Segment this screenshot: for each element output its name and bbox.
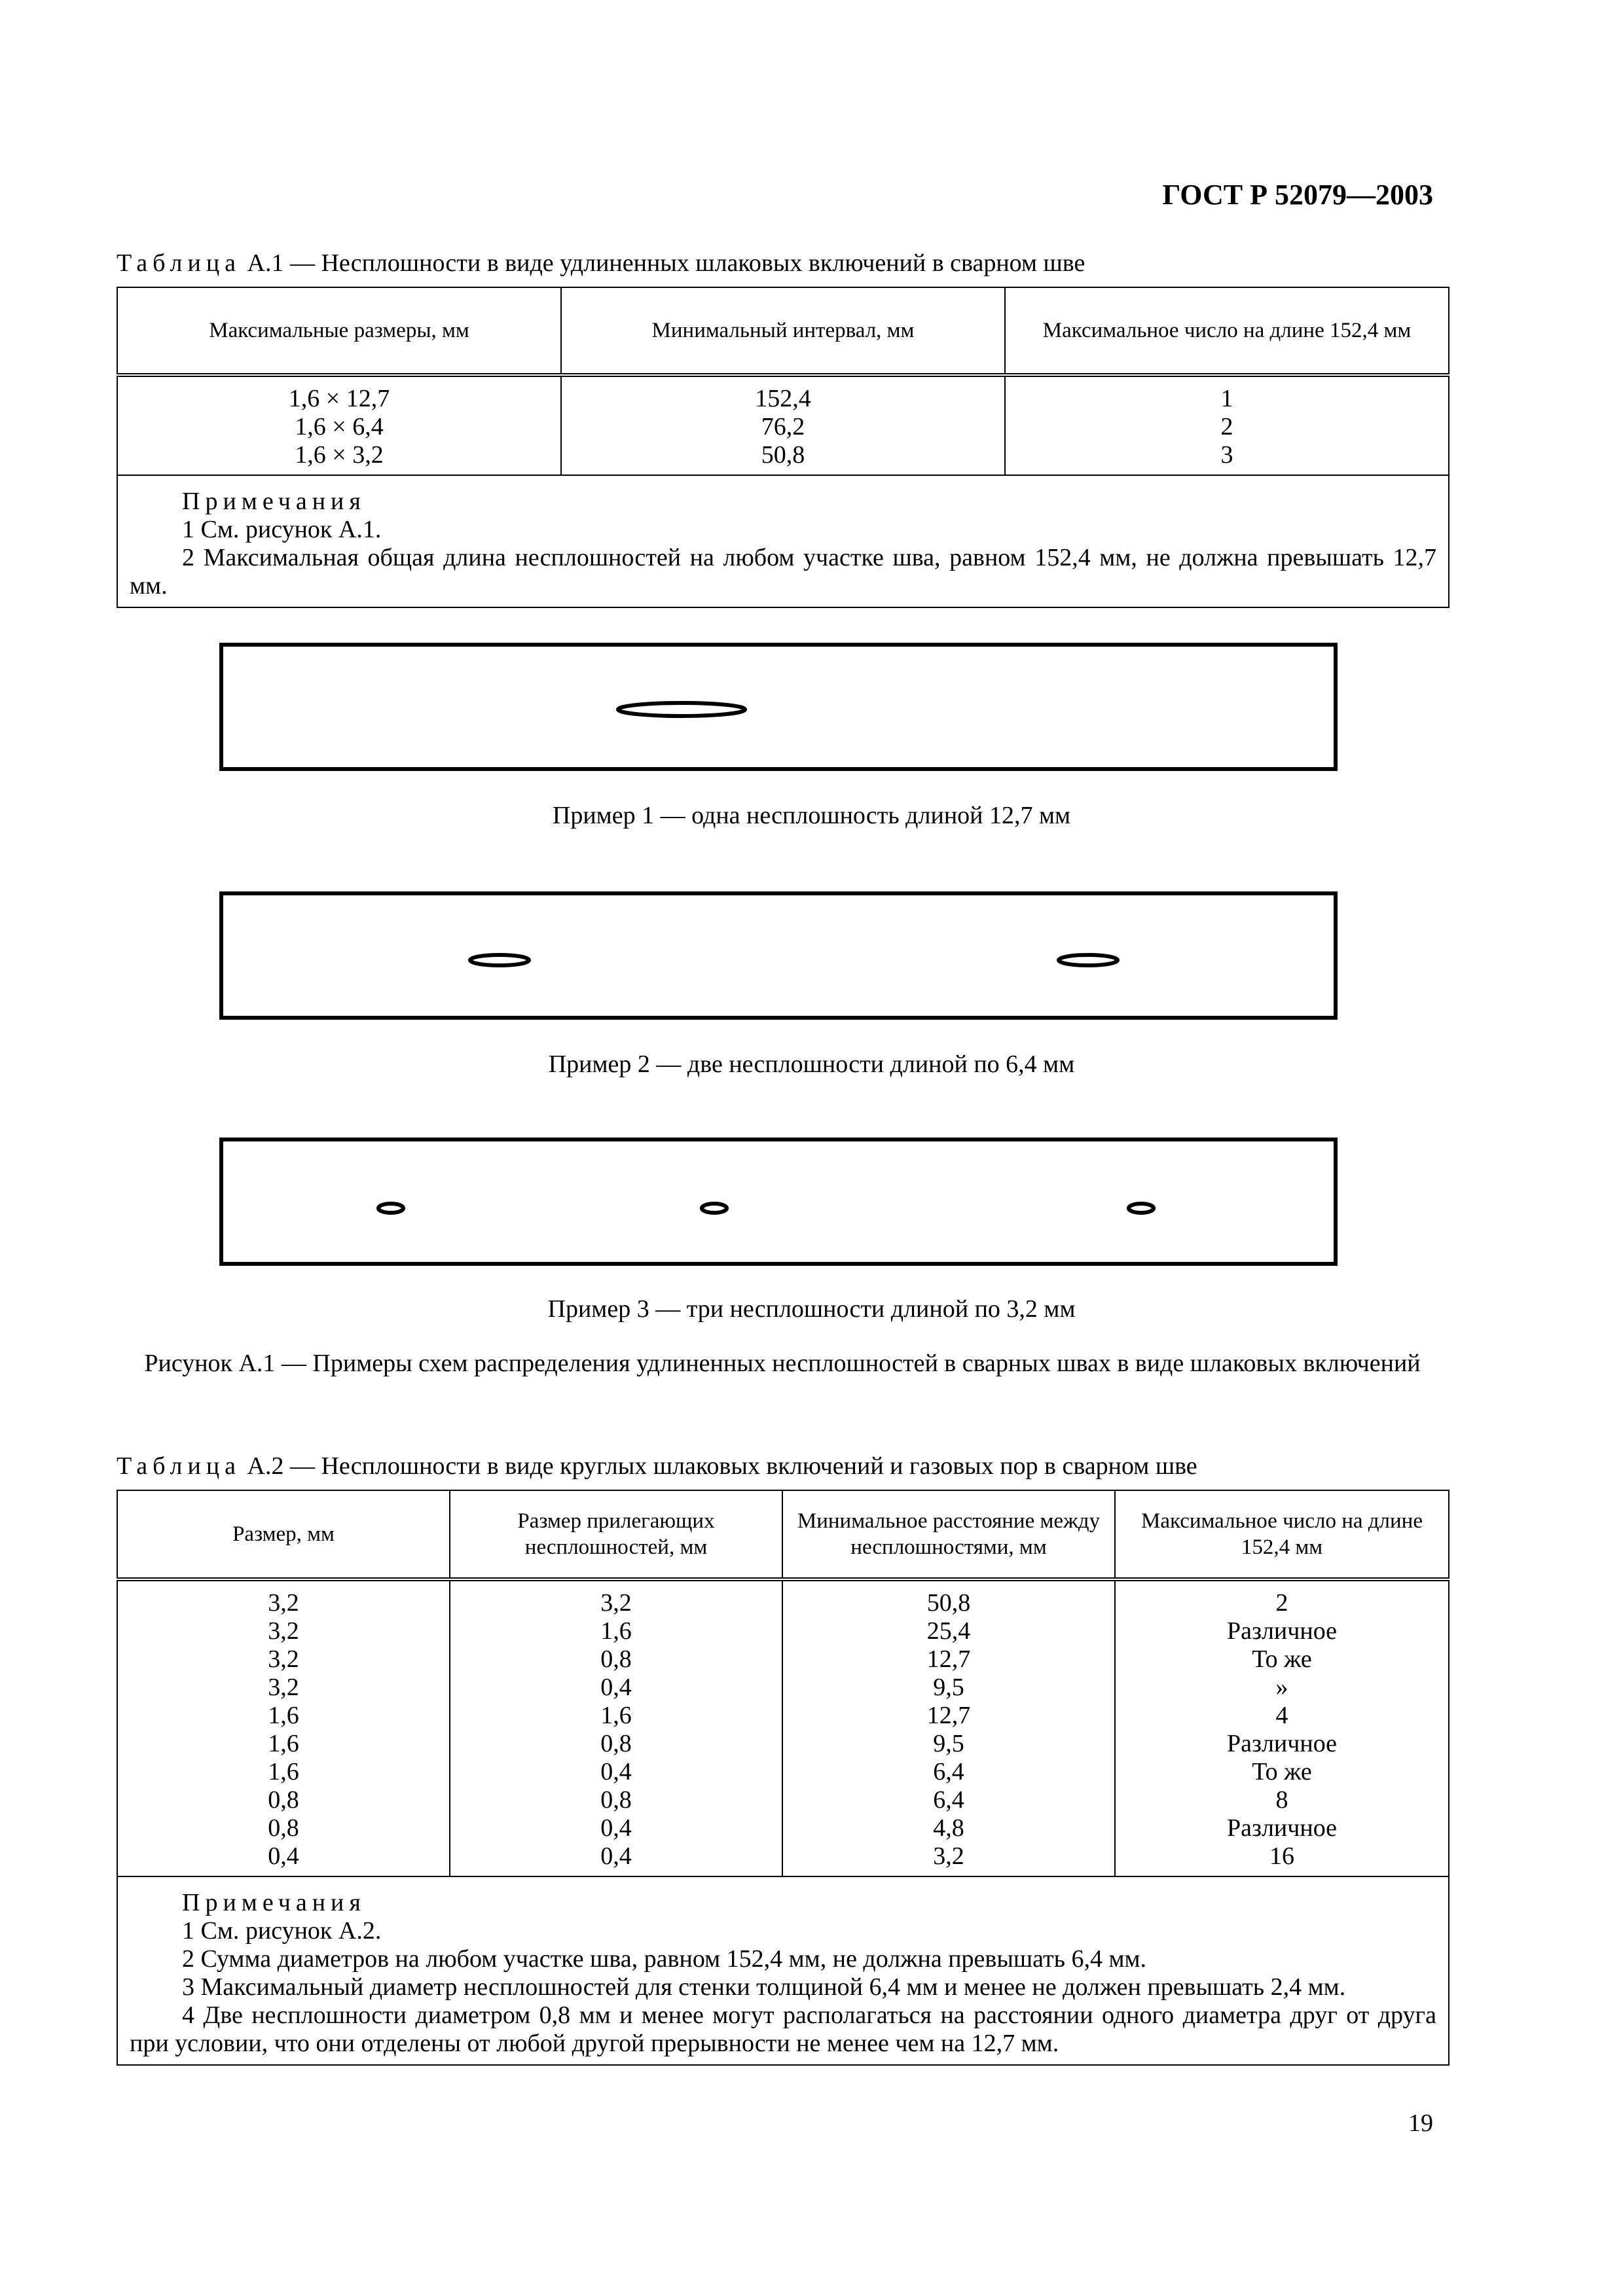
table-cell: 3 [1220, 441, 1233, 469]
table-cell: То же [1252, 1645, 1312, 1673]
table-a1-header-row [117, 287, 1449, 375]
figure-example-2 [219, 891, 1338, 1020]
table-a2-header-size: Размер, мм [117, 1490, 450, 1579]
table-a2-header-row [117, 1490, 1449, 1579]
table-cell: 3,2 [268, 1674, 299, 1701]
table-cell: 3,2 [268, 1617, 299, 1645]
table-cell: 1,6 [600, 1617, 632, 1645]
table-cell: То же [1252, 1758, 1312, 1785]
table-a1-notes-row [117, 475, 1449, 607]
table-cell: 25,4 [926, 1617, 971, 1645]
figure-example-2-caption: Пример 2 — две несплошности длиной по 6,4 мм [548, 1050, 1075, 1078]
table-a2-col-size [117, 1579, 450, 1876]
table-cell: 6,4 [933, 1786, 964, 1814]
table-cell: 76,2 [761, 413, 805, 440]
table-cell: 9,5 [933, 1730, 964, 1757]
table-cell: 1,6 [268, 1730, 299, 1757]
table-cell: 0,8 [600, 1786, 632, 1814]
figure-a1-title: Рисунок А.1 — Примеры схем распределения удлиненных несплошностей в сварных швах в виде шлаковых включений [144, 1350, 1421, 1377]
table-a2-caption-text: А.2 — Несплошности в виде круглых шлаковых включений и газовых пор в сварном шве [241, 1452, 1197, 1480]
table-a1-header-min-interval: Минимальный интервал, мм [561, 287, 1005, 375]
inclusion-ellipse [1129, 1204, 1154, 1213]
table-a2-caption-prefix: Таблица [117, 1452, 242, 1480]
table-cell: 1,6 × 12,7 [288, 385, 390, 412]
table-cell: 0,4 [268, 1842, 299, 1870]
note-item: 3 Максимальный диаметр несплошностей для стенки толщиной 6,4 мм и менее не должен превышать 2,4 мм. [182, 1973, 1346, 2001]
table-a2-caption [117, 1452, 1197, 1480]
table-a2-col-max-count [1115, 1579, 1449, 1876]
table-a1-caption-prefix: Таблица [117, 249, 242, 277]
table-cell: 3,2 [933, 1842, 964, 1870]
notes-title: Примечания [182, 1889, 366, 1916]
table-a1-col-min-interval [561, 375, 1005, 475]
table-cell: 2 [1275, 1589, 1288, 1617]
figure-example-1-caption: Пример 1 — одна несплошность длиной 12,7 мм [552, 802, 1071, 829]
inclusion-ellipse [378, 1204, 403, 1213]
table-a2-notes-row [117, 1876, 1449, 2065]
table-cell: 1,6 [600, 1702, 632, 1729]
document-designation: ГОСТ Р 52079—2003 [1162, 179, 1433, 211]
table-cell: 1,6 [268, 1702, 299, 1729]
table-a2-col-adjacent-size [450, 1579, 782, 1876]
table-a1-header-max-size: Максимальные размеры, мм [117, 287, 561, 375]
table-cell: 0,8 [268, 1786, 299, 1814]
table-a2-header-max-count: Максимальное число на длине 152,4 мм [1115, 1490, 1449, 1579]
inclusion-ellipse [1059, 955, 1118, 965]
table-cell: 9,5 [933, 1674, 964, 1701]
table-a1-body-row [117, 375, 1449, 475]
table-cell: 6,4 [933, 1758, 964, 1785]
table-a2-col-min-distance [782, 1579, 1115, 1876]
table-cell: 50,8 [761, 441, 805, 469]
table-cell: 50,8 [926, 1589, 971, 1617]
inclusion-ellipse [618, 703, 745, 716]
table-cell: 1,6 × 6,4 [295, 413, 384, 440]
table-a1-caption [117, 249, 1085, 278]
table-cell: 12,7 [926, 1702, 971, 1729]
inclusion-ellipse [470, 955, 529, 965]
note-item: 2 Максимальная общая длина несплошностей на любом участке шва, равном 152,4 мм, не должна превышать 12,7 мм. [130, 544, 1436, 600]
table-cell: 3,2 [268, 1645, 299, 1673]
inclusion-ellipse [702, 1204, 727, 1213]
table-cell: 1,6 [268, 1758, 299, 1785]
table-a2-header-min-distance: Минимальное расстояние между несплошностями, мм [782, 1490, 1115, 1579]
table-cell: 1 [1220, 385, 1233, 412]
table-cell: 0,4 [600, 1814, 632, 1842]
table-cell: 12,7 [926, 1645, 971, 1673]
table-a2 [117, 1490, 1450, 2066]
table-cell: 0,4 [600, 1842, 632, 1870]
table-cell: 0,8 [600, 1645, 632, 1673]
table-cell: 4,8 [933, 1814, 964, 1842]
table-cell: 0,4 [600, 1674, 632, 1701]
table-cell: 0,8 [600, 1730, 632, 1757]
figure-example-3-caption: Пример 3 — три несплошности длиной по 3,2 мм [547, 1295, 1076, 1323]
table-cell: Различное [1226, 1617, 1338, 1645]
table-a1-notes [117, 475, 1449, 607]
table-cell: » [1275, 1674, 1288, 1701]
table-a2-body-row [117, 1579, 1449, 1876]
notes-title: Примечания [182, 488, 366, 515]
table-cell: 2 [1220, 413, 1233, 440]
table-a2-header-adjacent-size: Размер прилегающих несплошностей, мм [450, 1490, 782, 1579]
table-cell: 0,4 [600, 1758, 632, 1785]
note-item: 4 Две несплошности диаметром 0,8 мм и менее могут располагаться на расстоянии одного диаметра друг от друга при условии, что они отделены от любой другой прерывности не менее чем на 12,7 мм. [130, 2001, 1436, 2057]
table-cell: 152,4 [755, 385, 811, 412]
figure-example-3 [219, 1138, 1338, 1266]
table-cell: 3,2 [268, 1589, 299, 1617]
table-a2-notes [117, 1876, 1449, 2065]
table-cell: Различное [1226, 1730, 1338, 1757]
note-item: 1 См. рисунок А.1. [182, 516, 382, 543]
table-cell: 8 [1275, 1786, 1288, 1814]
table-a1-caption-text: А.1 — Несплошности в виде удлиненных шлаковых включений в сварном шве [241, 249, 1085, 277]
figure-example-1 [219, 643, 1338, 771]
table-a1-col-max-size [117, 375, 561, 475]
table-cell: Различное [1226, 1814, 1338, 1842]
table-cell: 3,2 [600, 1589, 632, 1617]
table-cell: 0,8 [268, 1814, 299, 1842]
page-number: 19 [1408, 2109, 1433, 2137]
table-a1-col-max-count [1005, 375, 1449, 475]
table-cell: 4 [1275, 1702, 1288, 1729]
note-item: 2 Сумма диаметров на любом участке шва, равном 152,4 мм, не должна превышать 6,4 мм. [182, 1945, 1147, 1973]
table-cell: 1,6 × 3,2 [295, 441, 384, 469]
table-a1 [117, 287, 1450, 608]
table-a1-header-max-count: Максимальное число на длине 152,4 мм [1005, 287, 1449, 375]
note-item: 1 См. рисунок А.2. [182, 1917, 382, 1945]
table-cell: 16 [1269, 1842, 1294, 1870]
